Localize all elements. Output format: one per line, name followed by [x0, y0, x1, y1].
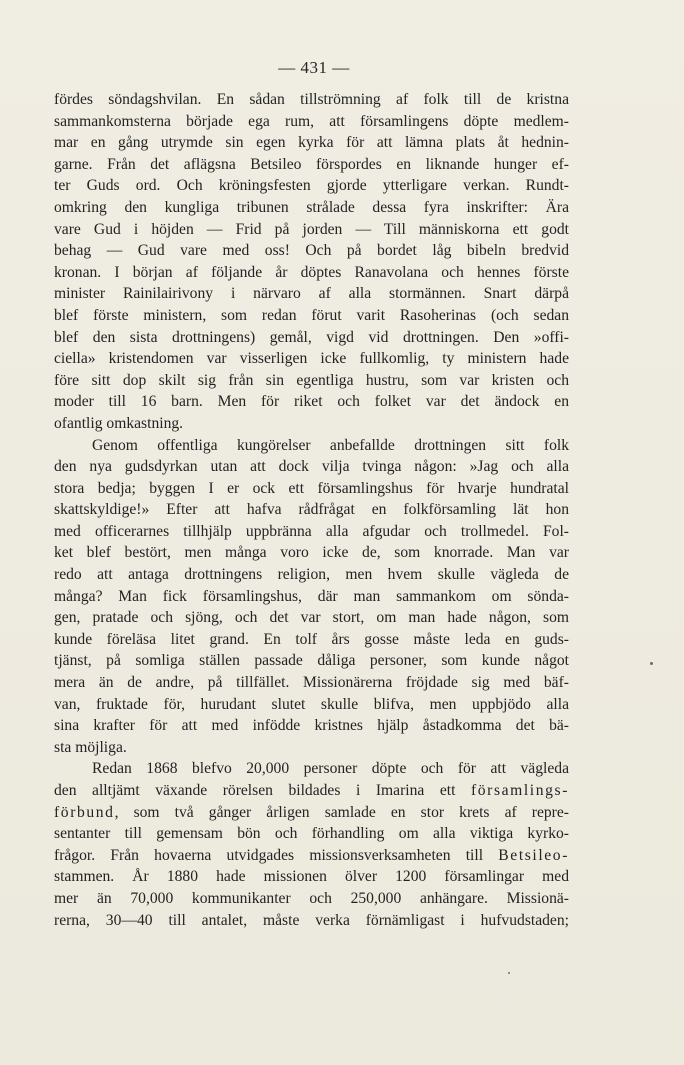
text-line: omkring den kungliga tribunen strålade dessa fyra inskrifter: Ära [54, 198, 569, 216]
text-line: Redan 1868 blefvo 20,000 personer döpte och för att vägleda [92, 760, 569, 778]
text-line: mar en gång utrymde sin egen kyrka för att lämna plats åt hednin- [54, 134, 569, 152]
text-line: sina krafter för att med infödde kristnes hjälp åstadkomma det bä- [54, 717, 569, 735]
text-line [54, 845, 569, 867]
spaced-term: Betsileo- [498, 846, 569, 864]
text-line: van, fruktade för, hurudant slutet skulle blifva, men uppbjödo alla [54, 695, 569, 713]
text-line: ofantlig omkastning. [54, 414, 184, 432]
paper-speck [650, 662, 653, 665]
spaced-term: församlings- [470, 782, 569, 799]
text-line: stammen. År 1880 hade missionen ölver 1200 församlingar med [54, 868, 569, 886]
text-line: garne. Från det aflägsna Betsileo förspordes en liknande hunger ef- [54, 155, 569, 173]
text-run: , som två gånger årligen samlade en stor krets af repre- [114, 803, 569, 821]
text-line: stora bedja; byggen I er ock ett församlingshus för hvarje hundratal [54, 479, 569, 497]
text-line: före sitt dop skilt sig från sin egentliga hustru, som var kristen och [54, 371, 569, 389]
text-line: sentanter till gemensam bön och förhandling om alla viktiga kyrko- [54, 825, 569, 843]
text-run: frågor. Från hovaerna utvidgades missionsverksamheten till [54, 846, 499, 864]
text-line: skattskyldige!» Efter att hafva rådfrågat en folkförsamling lät hon [54, 501, 569, 519]
text-line: vare Gud i höjden — Frid på jorden — Till människorna ett godt [54, 220, 569, 238]
text-line [54, 780, 569, 802]
body-text [54, 89, 569, 931]
text-line: blef förste ministern, som redan förut varit Rasoherinas (och sedan [54, 306, 569, 324]
spaced-term: förbund [54, 803, 115, 821]
text-line: sta möjliga. [54, 738, 127, 756]
text-line: mera än de andre, på tillfället. Missionärerna fröjdade sig med bäf- [54, 674, 569, 692]
text-line: rerna, 30—40 till antalet, måste verka förnämligast i hufvudstaden; [54, 911, 569, 929]
text-line: ket blef bestört, men många voro icke de, som knorrade. Man var [54, 544, 569, 562]
text-line: mer än 70,000 kommunikanter och 250,000 anhängare. Missionä- [54, 889, 569, 907]
text-line: fördes söndagshvilan. En sådan tillströmning af folk till de kristna [54, 91, 569, 108]
paper-speck [508, 972, 510, 974]
text-line: ciella» kristendomen var visserligen icke fullkomlig, ty ministern hade [54, 350, 569, 368]
text-line: med officerarnes tillhjälp uppbränna alla afgudar och trollmedel. Fol- [54, 522, 569, 540]
text-line: gen, pratade och sjöng, och det var stort, om man hade någon, som [54, 609, 569, 627]
text-line: Genom offentliga kungörelser anbefallde drottningen sitt folk [92, 436, 569, 454]
text-line: redo att antaga drottningens religion, men hvem skulle vägleda de [54, 566, 569, 584]
text-line: moder till 16 barn. Men för riket och folket var det ändock en [54, 393, 569, 411]
text-run: den alltjämt växande rörelsen bildades i Imarina ett [54, 782, 471, 799]
page-number: — 431 — [278, 58, 350, 77]
text-line: den nya gudsdyrkan utan att dock vilja tvinga någon: »Jag och alla [54, 458, 569, 476]
text-line: kronan. I början af följande år döptes Ranavolana och hennes förste [54, 263, 569, 281]
text-line: kunde föreläsa litet grand. En tolf års gosse måste leda en guds- [54, 630, 569, 648]
text-line: ter Guds ord. Och kröningsfesten gjorde ytterligare verkan. Rundt- [54, 177, 569, 195]
text-line: behag — Gud vare med oss! Och på bordet låg bibeln bredvid [54, 242, 569, 260]
text-line: tjänst, på somliga ställen passade dåliga personer, som kunde något [54, 652, 569, 670]
text-line [54, 802, 569, 824]
text-line: sammankomsterna började ega rum, att församlingens döpte medlem- [54, 112, 569, 130]
text-line: blef den sista drottningens) gemål, vigd vid drottningen. Den »offi- [54, 328, 569, 346]
text-line: många? Man fick församlingshus, där man sammankom om sönda- [54, 587, 569, 605]
text-line: minister Rainilairivony i närvaro af alla stormännen. Snart därpå [54, 285, 569, 303]
